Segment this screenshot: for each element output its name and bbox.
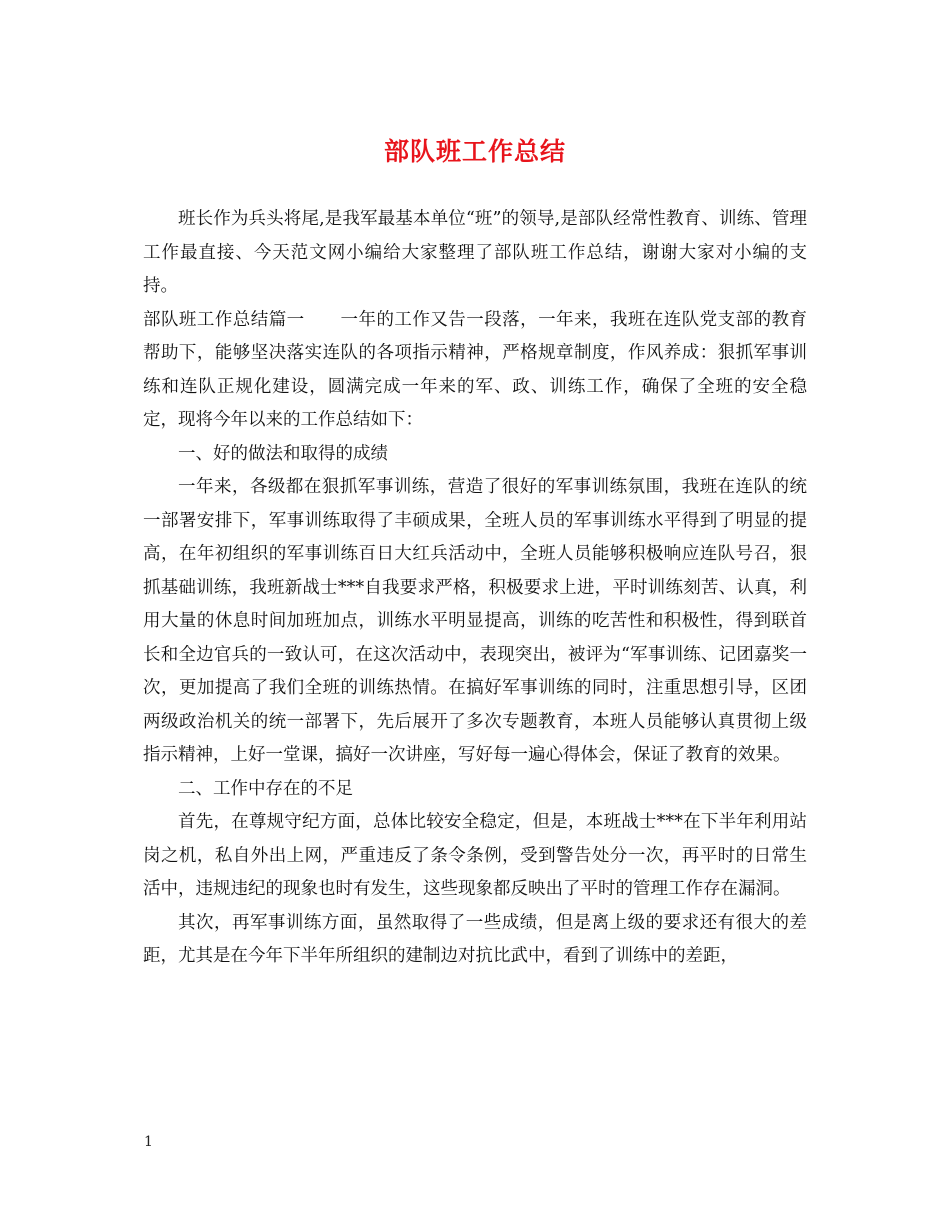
paragraph-discipline: 首先，在尊规守纪方面，总体比较安全稳定，但是，本班战士***在下半年利用站岗之机，私自外出上网，严重违反了条令条例，受到警告处分一次，再平时的日常生活中，违规违纪的现象也时有发生，这些现象都反映出了平时的管理工作存在漏洞。	[143, 812, 807, 899]
page-number: 1	[144, 1134, 153, 1150]
document-body	[143, 203, 807, 974]
paragraph-training: 其次，再军事训练方面，虽然取得了一些成绩，但是离上级的要求还有很大的差距，尤其是在今年下半年所组织的建制边对抗比武中，看到了训练中的差距，	[143, 912, 807, 966]
document-title: 部队班工作总结	[383, 137, 566, 166]
heading-achievements: 一、好的做法和取得的成绩	[178, 443, 388, 464]
paragraph-intro: 班长作为兵头将尾,是我军最基本单位“班”的领导,是部队经常性教育、训练、管理工作最直接、今天范文网小编给大家整理了部队班工作总结，谢谢大家对小编的支持。	[143, 209, 807, 296]
paragraph-section-one-opening: 部队班工作总结篇一 一年的工作又告一段落，一年来，我班在连队党支部的教育帮助下，能够坚决落实连队的各项指示精神，严格规章制度，作风养成：狠抓军事训练和连队正规化建设，圆满完成一年来的军、政、训练工作，确保了全班的安全稳定，现将今年以来的工作总结如下：	[143, 309, 807, 430]
paragraph-achievements: 一年来，各级都在狠抓军事训练，营造了很好的军事训练氛围，我班在连队的统一部署安排下，军事训练取得了丰硕成果，全班人员的军事训练水平得到了明显的提高，在年初组织的军事训练百日大红兵活动中，全班人员能够积极响应连队号召，狠抓基础训练，我班新战士***自我要求严格，积极要求上进，平时训练刻苦、认真，利用大量的休息时间加班加点，训练水平明显提高，训练的吃苦性和积极性，得到联首长和全边官兵的一致认可，在这次活动中，表现突出，被评为“军事训练、记团嘉奖一次，更加提高了我们全班的训练热情。在搞好军事训练的同时，注重思想引导，区团两级政治机关的统一部署下，先后展开了多次专题教育，本班人员能够认真贯彻上级指示精神，上好一堂课，搞好一次讲座，写好每一遍心得体会，保证了教育的效果。	[143, 477, 807, 765]
heading-shortcomings: 二、工作中存在的不足	[178, 778, 353, 799]
